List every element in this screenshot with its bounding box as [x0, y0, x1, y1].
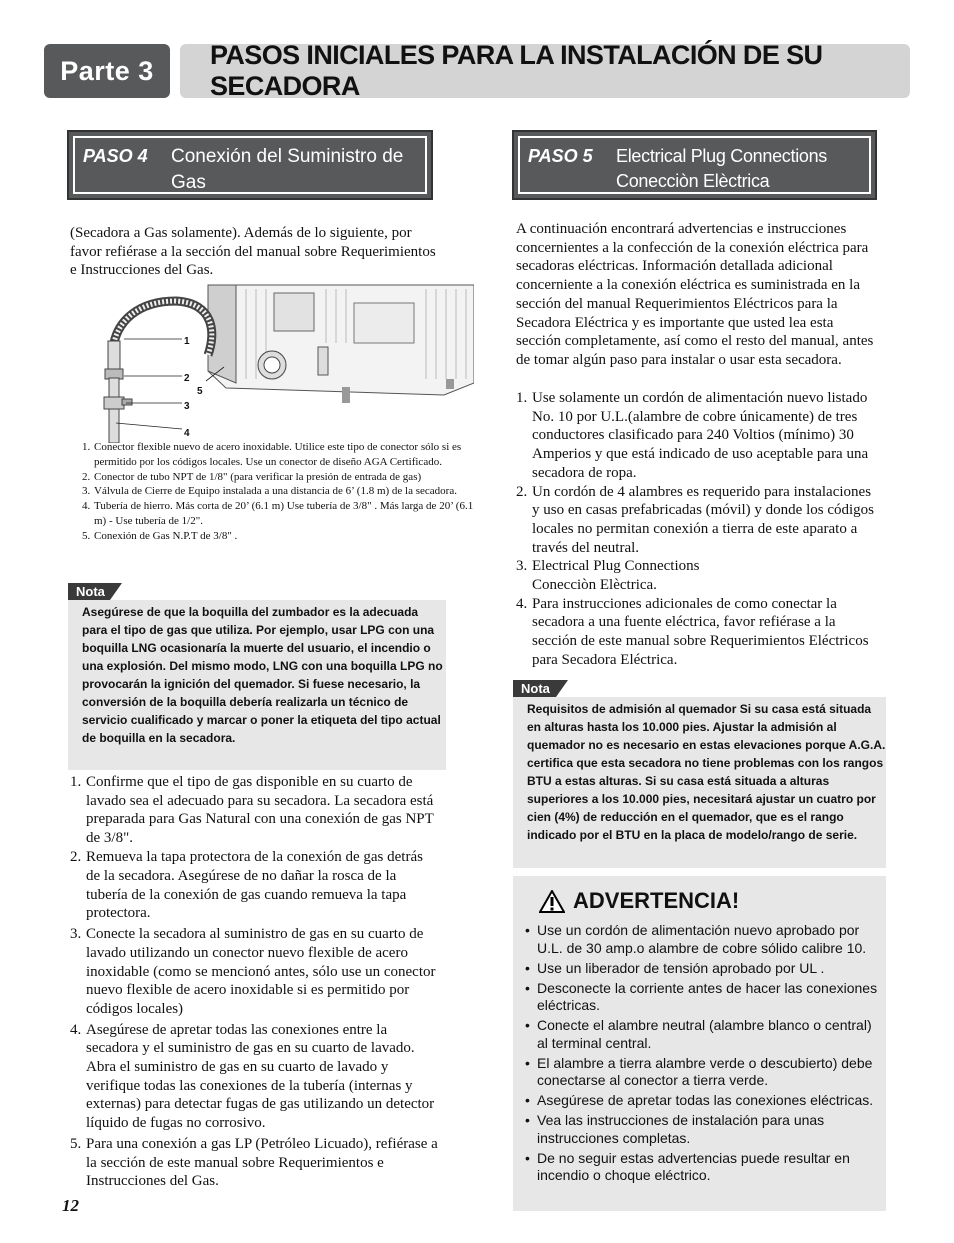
- step5-title-line1: Electrical Plug Connections: [616, 146, 828, 166]
- step4-steps: [70, 773, 440, 1191]
- list-item: 1. Use solamente un cordón de alimentación nuevo listado No. 10 por U.L.(alambre de cobre únicamente) de tres conductores clasificado para 240 Voltios (mínimo) 30 Amperios y que está indicado de uso aceptable para una secadora de ropa.: [516, 390, 869, 481]
- page-title: PASOS INICIALES PARA LA INSTALACIÓN DE SU SECADORA: [210, 40, 823, 101]
- list-item: 2. Un cordón de 4 alambres es requerido para instalaciones y uso en casas prefabricadas (móvil) y donde los códigos locales no permitan conexión a tierra de este aparato a través del neutral.: [516, 483, 874, 556]
- list-item: 4. Asegúrese de apretar todas las conexiones entre la secadora y el suministro de gas en su cuarto de lavado. Abra el suministro de gas en su cuarto de lavado y verifique todas las conexiones de la tubería (internas y externas) para detectar fugas de gas utilizando un detector líquido de fugas no corrosivo.: [70, 1021, 435, 1132]
- step5-header: [512, 130, 877, 200]
- caption-item: 1. Conector flexible nuevo de acero inoxidable. Utilice este tipo de conector sólo si es permitido por los códigos locales. Use un conector de diseño AGA Certificado.: [82, 441, 462, 468]
- list-item: 2. Remueva la tapa protectora de la conexión de gas detrás de la secadora. Asegúrese de no dañar la rosca de la tubería de la conexión de gas cuando remueva la tapa protectora.: [70, 849, 423, 922]
- warning-item: • Conecte el alambre neutral (alambre blanco o central) al terminal central.: [525, 1017, 886, 1052]
- warning-list: [525, 922, 886, 1185]
- callout-1: 1: [184, 336, 190, 347]
- step4-intro: (Secadora a Gas solamente). Además de lo siguiente, por favor refiérase a la sección del manual sobre Requerimientos e Instrucciones del Gas.: [70, 225, 436, 279]
- caption-item: 5. Conexión de Gas N.P.T de 3/8" .: [82, 529, 238, 542]
- part-badge: [44, 44, 170, 98]
- nota-text-right: Requisitos de admisión al quemador Si su casa está situada en alturas hasta los 10.000 pies. Ajustar la admisión al quemador no es necesario en estas elevaciones porque A.G.A. certifica que esta secadora no tiene problemas con los rangos BTU a estas alturas. Si su casa está situada a alturas superiores a los 10.000 pies, necesitará ajustar un cuatro por cien (4%) de reducción en el quemador, que es el rango indicado por el BTU en la placa de modelo/rango de serie.: [527, 702, 886, 842]
- list-item: 3. Conecte la secadora al suministro de gas en su cuarto de lavado utilizando un conector nuevo flexible de acero inoxidable (como se mencionó antes, sólo use un conector nuevo flexible de acero inoxidable si es permitido por códigos locales): [70, 926, 436, 1017]
- page-number: 12: [62, 1196, 79, 1215]
- callout-3: 3: [184, 401, 190, 412]
- caption-item: 2. Conector de tubo NPT de 1/8" (para verificar la presión de entrada de gas): [82, 470, 422, 483]
- gas-connection-figure: [96, 283, 474, 443]
- warning-item: • Use un liberador de tensión aprobado por UL .: [525, 960, 886, 978]
- warning-item: • Vea las instrucciones de instalación para unas instrucciones completas.: [525, 1112, 886, 1147]
- caption-item: 3. Válvula de Cierre de Equipo instalada a una distancia de 6’ (1.8 m) de la secadora.: [82, 485, 457, 498]
- step5-number: PASO 5: [528, 146, 593, 166]
- list-item: 4. Para instrucciones adicionales de como conectar la secadora a una fuente eléctrica, favor refiérase a la sección de este manual sobre Requerimientos Eléctricos para Secadora Eléctrica.: [516, 595, 869, 668]
- warning-item: • El alambre a tierra alambre verde o descubierto) debe conectarse al conector a tierra verde.: [525, 1055, 886, 1090]
- warning-title: ADVERTENCIA!: [573, 888, 740, 913]
- step4-title: Conexión del Suministro de Gas: [171, 146, 404, 193]
- step5-title-line2: Conecciòn Elèctrica: [616, 171, 770, 191]
- callout-2: 2: [184, 373, 190, 384]
- callout-5: 5: [197, 386, 203, 397]
- step5-intro: A continuación encontrará advertencias e instrucciones concernientes a la confección de la conexión eléctrica para secadoras eléctricas. Información detallada adicional concerniente a la conexión eléctrica es suministrada en la sección del manual Requerimientos Eléctricos para la Secadora Eléctrica y es importante que usted lea esta sección completamente, así como el resto del manual, antes de tomar algún paso para instalar o usar esta secadora.: [516, 221, 874, 368]
- warning-header: [525, 888, 886, 914]
- list-item: 1. Confirme que el tipo de gas disponible en su cuarto de lavado sea el adecuado para su secadora. La secadora está preparada para Gas Natural con una conexión de gas NPT de 3/8".: [70, 774, 434, 847]
- step4-header: [67, 130, 433, 200]
- warning-item: • Asegúrese de apretar todas las conexiones eléctricas.: [525, 1092, 886, 1110]
- nota-text-left: Asegúrese de que la boquilla del zumbador es la adecuada para el tipo de gas que utiliza. Por ejemplo, usar LPG con una boquilla LNG ocasionaría la muerte del usuario, el incendio o una explosión. Del mismo modo, LNG con una boquilla LPG no provocarán la ignición del quemador. Si fuese necesario, la conversión de la boquilla debería realizarla un técnico de servicio cualificado y marcar o poner la etiqueta del tipo actual de boquilla en la secadora.: [82, 605, 443, 745]
- callout-4: 4: [184, 428, 190, 439]
- warning-triangle-icon: [539, 890, 565, 913]
- nota-tag-left: Nota: [68, 583, 110, 600]
- caption-item: 4. Tubería de hierro. Más corta de 20’ (6.1 m) Use tubería de 3/8" . Más larga de 20’ (6.1 m) - Use tubería de 1/2".: [82, 500, 474, 527]
- warning-item: • Use un cordón de alimentación nuevo aprobado por U.L. de 30 amp.o alambre de cobre sólido calibre 10.: [525, 922, 886, 957]
- page-title-bar: [180, 40, 910, 101]
- step5-steps: [516, 389, 882, 670]
- nota-box-left: [68, 600, 446, 770]
- warning-item: • De no seguir estas advertencias puede resultar en incendio o choque eléctrico.: [525, 1150, 886, 1185]
- nota-box-right: [513, 697, 886, 868]
- dryer-illustration: [96, 283, 474, 443]
- figure-captions: [82, 440, 480, 544]
- nota-tag-right: Nota: [513, 680, 556, 697]
- list-item: 3. Electrical Plug Connections Conecciòn Elèctrica.: [516, 558, 700, 594]
- step4-number: PASO 4: [83, 146, 148, 166]
- part-label: Parte 3: [60, 55, 154, 86]
- list-item: 5. Para una conexión a gas LP (Petróleo Licuado), refiérase a la sección de este manual sobre Requerimientos e Instrucciones del Gas.: [70, 1135, 438, 1190]
- warning-box: [513, 876, 886, 1211]
- warning-item: • Desconecte la corriente antes de hacer las conexiones eléctricas.: [525, 980, 886, 1015]
